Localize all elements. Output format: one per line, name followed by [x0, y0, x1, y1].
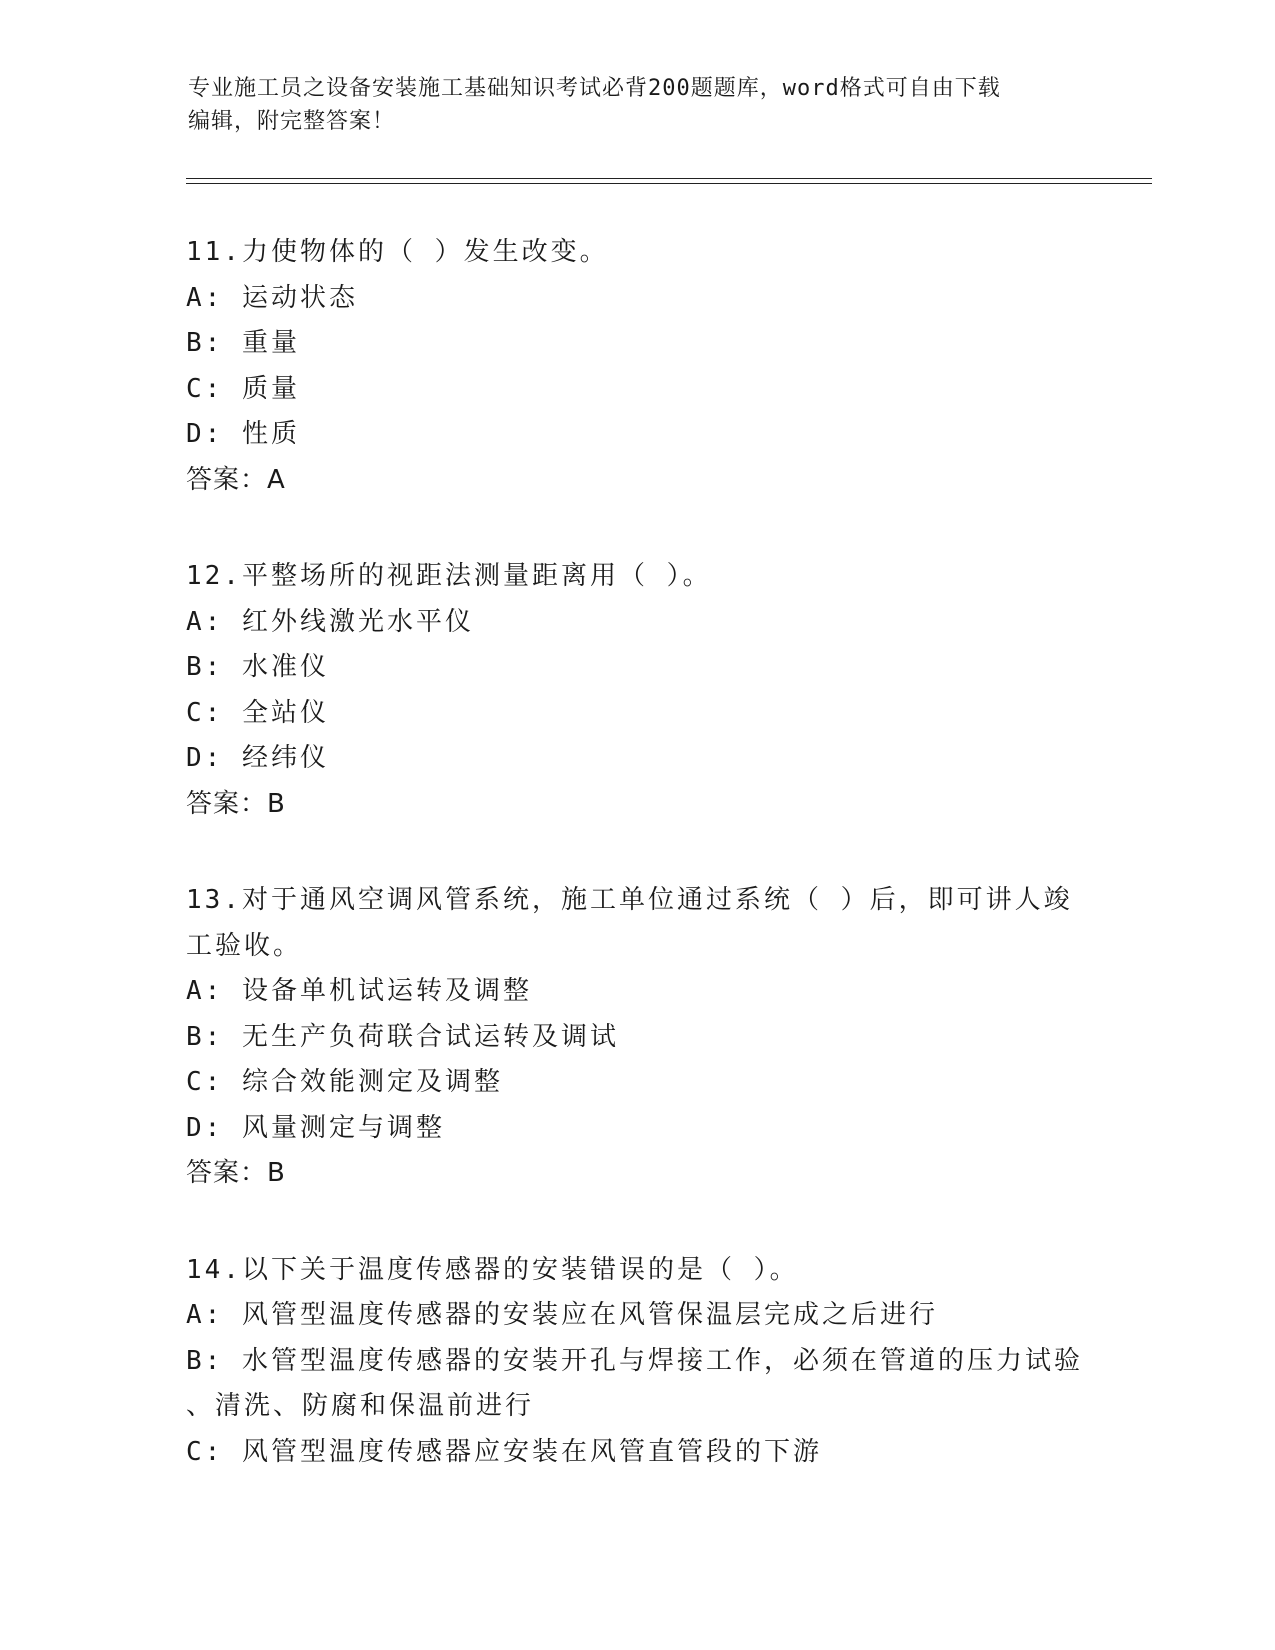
option-b: B: 水管型温度传感器的安装开孔与焊接工作，必须在管道的压力试验: [186, 1345, 1083, 1376]
document-header: [188, 72, 1088, 138]
option-a: A: 红外线激光水平仪: [186, 606, 474, 637]
answer: 答案：A: [186, 464, 286, 495]
question-stem: 11.力使物体的（ ）发生改变。: [186, 237, 609, 267]
option-d: D: 经纬仪: [186, 743, 329, 773]
option-b: B: 水准仪: [186, 652, 329, 682]
question-list: [186, 230, 1086, 1526]
answer: 答案：B: [186, 1158, 286, 1188]
option-b: B: 重量: [186, 328, 300, 358]
question-11: [186, 230, 1086, 503]
question-12: [186, 554, 1086, 827]
option-d: D: 性质: [186, 419, 300, 449]
option-c: C: 全站仪: [186, 697, 329, 728]
option-d: D: 风量测定与调整: [186, 1112, 445, 1143]
question-stem-continued: 工验收。: [186, 930, 303, 961]
question-stem: 13.对于通风空调风管系统，施工单位通过系统（ ）后，即可讲人竣: [186, 885, 1073, 915]
option-a: A: 设备单机试运转及调整: [186, 976, 532, 1006]
option-b-continued: 、清洗、防腐和保温前进行: [186, 1391, 535, 1421]
header-line-2: 编辑，附完整答案！: [188, 109, 396, 134]
option-c: C: 风管型温度传感器应安装在风管直管段的下游: [186, 1436, 822, 1467]
question-14: [186, 1248, 1086, 1476]
answer: 答案：B: [186, 788, 286, 819]
header-divider-top: [186, 178, 1152, 179]
question-stem: 12.平整场所的视距法测量距离用（ ）。: [186, 561, 712, 591]
header-line-1: 专业施工员之设备安装施工基础知识考试必背200题题库，word格式可自由下载: [188, 76, 1001, 101]
option-a: A: 运动状态: [186, 282, 358, 313]
header-divider-bottom: [186, 183, 1152, 184]
option-c: C: 质量: [186, 373, 300, 404]
option-c: C: 综合效能测定及调整: [186, 1067, 503, 1097]
question-13: [186, 878, 1086, 1197]
option-a: A: 风管型温度传感器的安装应在风管保温层完成之后进行: [186, 1300, 938, 1330]
question-stem: 14.以下关于温度传感器的安装错误的是（ ）。: [186, 1254, 799, 1285]
option-b: B: 无生产负荷联合试运转及调试: [186, 1021, 619, 1052]
